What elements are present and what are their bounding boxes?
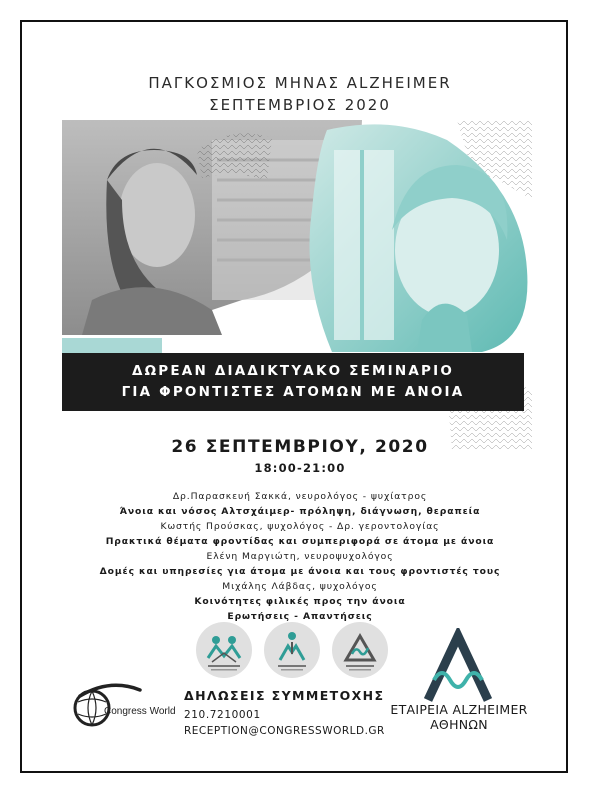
association-name: ΕΤΑΙΡΕΙΑ ALZHEIMER [390,702,528,717]
program-topic: Πρακτικά θέματα φροντίδας και συμπεριφορά σε άτομα με άνοια [105,536,495,547]
registration-title: ΔΗΛΩΣΕΙΣ ΣΥΜΜΕΤΟΧΗΣ [184,688,385,703]
caregiver-support-icon [196,622,252,678]
program-speaker: Δρ.Παρασκευή Σακκά, νευρολόγος - ψυχίατρος [172,491,428,502]
program-speaker: Κωστής Προύσκας, ψυχολόγος - Δρ. γεροντολογίας [160,521,440,532]
congress-world-globe-icon [70,676,180,732]
alzheimer-athens-logo-icon [402,628,514,704]
campaign-title: ΠΑΓΚΟΣΜΙΟΣ ΜΗΝΑΣ ALZHEIMER [148,74,452,92]
program-qa: Ερωτήσεις - Απαντήσεις [227,611,373,622]
caregiver-support-logo [196,622,252,678]
banner-line-1: ΔΩΡΕΑΝ ΔΙΑΔΙΚΤΥΑΚΟ ΣΕΜΙΝΑΡΙΟ [131,363,455,379]
program-speaker: Μιχάλης Λάβδας, ψυχολόγος [222,581,378,592]
registration-contact [184,688,385,737]
home-care-logo [332,622,388,678]
program-list [0,489,600,624]
association-city: ΑΘΗΝΩΝ [430,717,488,732]
event-time: 18:00-21:00 [254,461,346,475]
contact-email[interactable]: RECEPTION@CONGRESSWORLD.GR [184,725,385,737]
event-date: 26 ΣΕΠΤΕΜΒΡΙΟΥ, 2020 [171,437,429,457]
program-topic: Κοινότητες φιλικές προς την άνοια [194,596,406,607]
day-center-icon [264,622,320,678]
seminar-banner [62,353,524,411]
contact-phone: 210.7210001 [184,709,261,721]
day-center-logo [264,622,320,678]
program-speaker: Ελένη Μαργιώτη, νευροψυχολόγος [206,551,394,562]
organizer-name: Congress World [104,706,176,717]
banner-line-2: ΓΙΑ ΦΡΟΝΤΙΣΤΕΣ ΑΤΟΜΩΝ ΜΕ ΑΝΟΙΑ [121,384,465,400]
campaign-date: ΣΕΠΤΕΜΒΡΙΟΣ 2020 [209,96,391,114]
home-care-icon [332,622,388,678]
program-topic: Άνοια και νόσος Αλτσχάιμερ- πρόληψη, διάγνωση, θεραπεία [119,506,481,517]
program-topic: Δομές και υπηρεσίες για άτομα με άνοια και τους φροντιστές τους [99,566,501,577]
